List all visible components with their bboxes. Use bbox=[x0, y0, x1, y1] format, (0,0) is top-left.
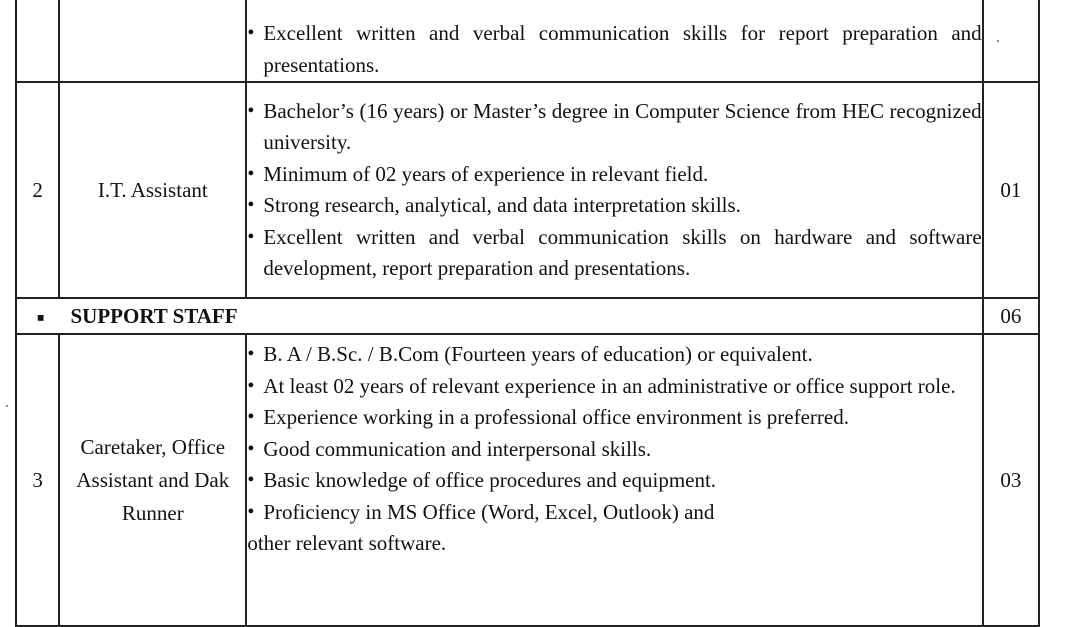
section-header-row bbox=[16, 298, 1039, 334]
vacancy-count-cell bbox=[983, 0, 1039, 82]
scan-speck bbox=[997, 40, 999, 42]
section-title-cell bbox=[16, 298, 983, 334]
post-title-line: Runner bbox=[121, 500, 184, 525]
requirement-item: • Excellent written and verbal communication skills on hardware and software development, report preparation and presentations. bbox=[247, 222, 981, 285]
vacancy-count: 03 bbox=[983, 334, 1039, 626]
serial-number-cell bbox=[16, 0, 59, 82]
requirements-list bbox=[247, 96, 981, 285]
requirements-cell bbox=[246, 0, 982, 82]
requirement-continuation: other relevant software. bbox=[247, 531, 447, 555]
section-title-wrap bbox=[17, 304, 238, 328]
scan-speck bbox=[6, 405, 8, 407]
requirements-cell bbox=[246, 334, 982, 626]
post-title: I.T. Assistant bbox=[59, 82, 246, 298]
requirements-cell bbox=[246, 82, 982, 298]
bullet-square-icon: ■ bbox=[37, 310, 45, 325]
requirement-item: • Excellent written and verbal communication skills for report preparation and presentations. bbox=[247, 18, 981, 81]
post-cell bbox=[59, 0, 246, 82]
requirement-item: • Experience working in a professional office environment is preferred. bbox=[247, 402, 981, 434]
requirement-item: • Strong research, analytical, and data interpretation skills. bbox=[247, 190, 981, 222]
post-title-line: Caretaker, Office bbox=[80, 434, 226, 459]
table-row bbox=[16, 334, 1039, 626]
post-title-line: Assistant and Dak bbox=[76, 467, 230, 492]
requirements-list bbox=[247, 339, 981, 560]
requirement-item: • Bachelor’s (16 years) or Master’s degree in Computer Science from HEC recognized university. bbox=[247, 96, 981, 159]
job-requirements-table bbox=[15, 0, 1040, 627]
requirement-item: • Minimum of 02 years of experience in relevant field. bbox=[247, 159, 981, 191]
section-title: SUPPORT STAFF bbox=[70, 303, 238, 328]
section-count: 06 bbox=[983, 298, 1039, 334]
serial-number-cell: 2 bbox=[16, 82, 59, 298]
requirements-list bbox=[247, 18, 981, 81]
requirement-item: • Good communication and interpersonal skills. bbox=[247, 434, 981, 466]
requirement-item: • At least 02 years of relevant experience in an administrative or office support role. bbox=[247, 371, 981, 403]
post-title bbox=[59, 334, 246, 626]
requirement-item: • Basic knowledge of office procedures and equipment. bbox=[247, 465, 981, 497]
table-row bbox=[16, 0, 1039, 82]
table-row bbox=[16, 82, 1039, 298]
requirement-item: • Proficiency in MS Office (Word, Excel, Outlook) and bbox=[247, 497, 981, 529]
vacancy-count: 01 bbox=[983, 82, 1039, 298]
serial-number-cell: 3 bbox=[16, 334, 59, 626]
requirement-item: • B. A / B.Sc. / B.Com (Fourteen years of education) or equivalent. bbox=[247, 339, 981, 371]
